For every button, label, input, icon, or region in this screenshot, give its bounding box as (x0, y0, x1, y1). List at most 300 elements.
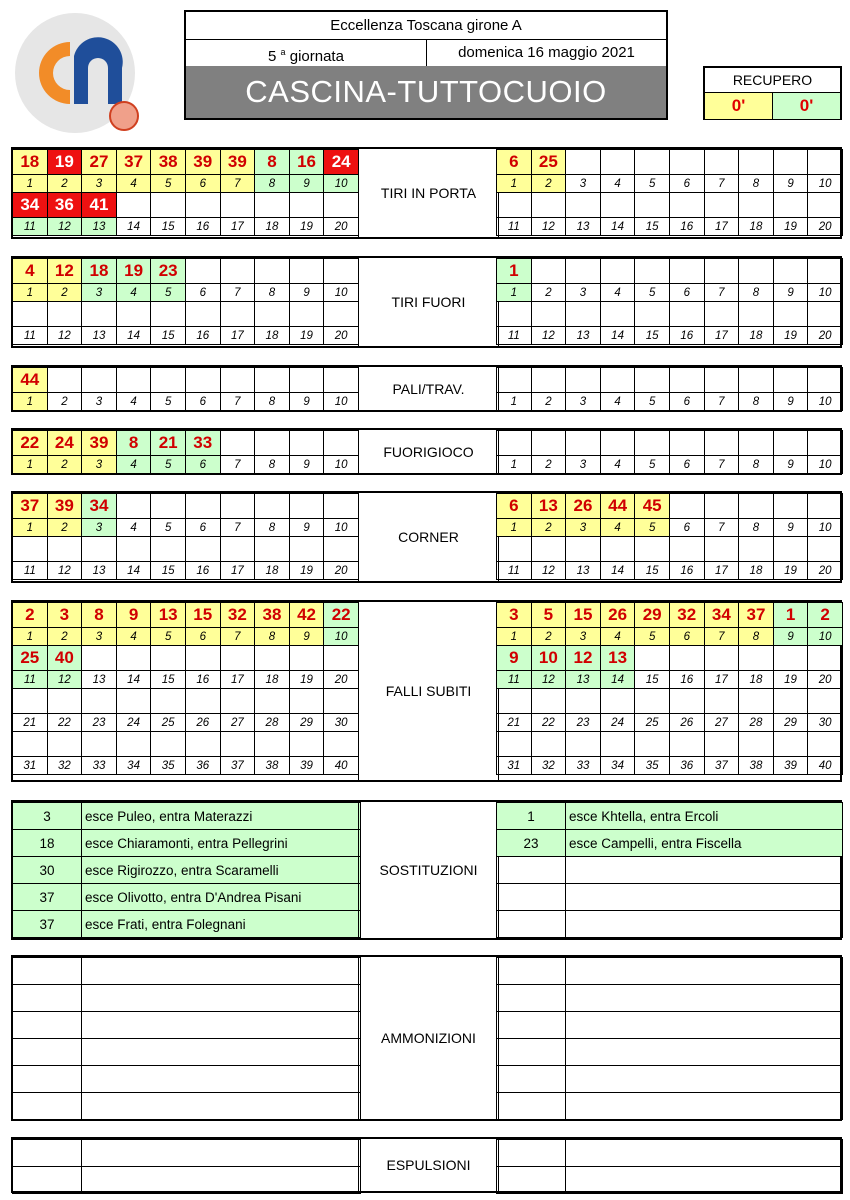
description-cell: esce Chiaramonti, entra Pellegrini (82, 830, 361, 857)
description-cell (566, 1167, 843, 1194)
slot-number-cell: 8 (739, 284, 774, 302)
minute-cell (497, 1012, 566, 1039)
slot-number-cell: 4 (116, 519, 151, 537)
slot-number-cell: 11 (13, 327, 48, 345)
minute-value-cell: 9 (497, 646, 532, 671)
slot-number-cell: 4 (116, 175, 151, 193)
fuorigioco-away-grid (496, 430, 843, 474)
slot-number-cell: 15 (635, 562, 670, 580)
slot-number-cell: 17 (704, 562, 739, 580)
slot-number-cell: 18 (255, 562, 290, 580)
minute-value-cell (185, 302, 220, 327)
slot-number-cell: 12 (47, 327, 82, 345)
minute-value-cell (324, 494, 359, 519)
minute-value-cell (739, 537, 774, 562)
slot-number-cell: 15 (635, 671, 670, 689)
slot-number-cell: 2 (47, 628, 82, 646)
minute-value-cell (220, 368, 255, 393)
minute-value-cell (82, 689, 117, 714)
table-row (497, 857, 843, 884)
slot-number-cell: 2 (531, 456, 566, 474)
slot-number-cell: 20 (808, 218, 843, 236)
minute-cell (13, 1093, 82, 1120)
minute-value-cell (669, 689, 704, 714)
slot-number-cell: 7 (704, 284, 739, 302)
minute-value-cell (773, 259, 808, 284)
minute-value-cell (704, 494, 739, 519)
minute-value-cell (289, 259, 324, 284)
minute-value-cell: 19 (47, 150, 82, 175)
slot-number-cell: 11 (497, 671, 532, 689)
minute-cell (13, 985, 82, 1012)
slot-number-cell: 16 (185, 218, 220, 236)
table-row (13, 1093, 361, 1120)
slot-number-cell: 28 (255, 714, 290, 732)
slot-number-cell: 20 (808, 562, 843, 580)
slot-number-cell: 5 (151, 628, 186, 646)
minute-value-cell: 5 (531, 603, 566, 628)
minute-value-cell (531, 732, 566, 757)
minute-value-cell (324, 732, 359, 757)
slot-number-cell: 13 (566, 327, 601, 345)
minute-value-cell (566, 368, 601, 393)
minute-value-cell (635, 302, 670, 327)
minute-value-cell (82, 302, 117, 327)
minute-value-cell (808, 646, 843, 671)
slot-number-cell: 17 (704, 671, 739, 689)
minute-value-cell (773, 368, 808, 393)
slot-number-cell: 11 (497, 327, 532, 345)
slot-number-cell: 13 (82, 562, 117, 580)
fuorigioco-label: FUORIGIOCO (358, 430, 499, 473)
minute-value-cell: 38 (151, 150, 186, 175)
minute-value-cell: 13 (600, 646, 635, 671)
slot-number-cell: 8 (739, 456, 774, 474)
table-row (13, 911, 361, 938)
minute-value-cell (600, 368, 635, 393)
slot-number-cell: 7 (220, 519, 255, 537)
slot-number-cell: 1 (13, 456, 48, 474)
pali-trav-home-grid (12, 367, 359, 411)
minute-value-cell (808, 431, 843, 456)
slot-number-cell: 17 (704, 327, 739, 345)
minute-value-cell (808, 537, 843, 562)
slot-number-cell: 12 (531, 218, 566, 236)
description-cell (566, 911, 843, 938)
sostituzioni-home-table (12, 802, 361, 938)
minute-value-cell: 8 (116, 431, 151, 456)
minute-value-cell (220, 193, 255, 218)
description-cell (82, 1140, 361, 1167)
pali-trav-section (11, 365, 842, 412)
minute-value-cell: 24 (47, 431, 82, 456)
minute-value-cell (289, 193, 324, 218)
slot-number-cell: 5 (635, 456, 670, 474)
slot-number-cell: 2 (47, 284, 82, 302)
minute-value-cell (704, 150, 739, 175)
slot-number-cell: 20 (808, 671, 843, 689)
minute-value-cell (116, 732, 151, 757)
minute-value-cell (635, 537, 670, 562)
description-cell (566, 884, 843, 911)
slot-number-cell: 4 (116, 284, 151, 302)
corner-away-grid (496, 493, 843, 580)
minute-value-cell (82, 368, 117, 393)
minute-value-cell (13, 732, 48, 757)
tiri-fuori-label: TIRI FUORI (358, 258, 499, 346)
minute-cell (497, 1039, 566, 1066)
slot-number-cell: 37 (220, 757, 255, 775)
slot-number-cell: 9 (773, 456, 808, 474)
minute-value-cell (47, 537, 82, 562)
slot-number-cell: 34 (116, 757, 151, 775)
minute-value-cell (704, 368, 739, 393)
slot-number-cell: 8 (255, 519, 290, 537)
slot-number-cell: 2 (531, 628, 566, 646)
minute-value-cell: 39 (47, 494, 82, 519)
minute-value-cell (704, 302, 739, 327)
minute-value-cell (808, 150, 843, 175)
slot-number-cell: 8 (739, 393, 774, 411)
minute-value-cell (669, 150, 704, 175)
minute-value-cell (739, 150, 774, 175)
minute-value-cell (669, 259, 704, 284)
slot-number-cell: 4 (116, 393, 151, 411)
slot-number-cell: 13 (566, 562, 601, 580)
slot-number-cell: 15 (635, 218, 670, 236)
slot-number-cell: 35 (635, 757, 670, 775)
minute-cell (497, 1066, 566, 1093)
minute-value-cell: 15 (185, 603, 220, 628)
recupero-first-half: 0' (705, 93, 773, 119)
slot-number-cell: 4 (600, 456, 635, 474)
slot-number-cell: 13 (82, 327, 117, 345)
minute-value-cell (635, 732, 670, 757)
slot-number-cell: 16 (185, 671, 220, 689)
slot-number-cell: 4 (116, 628, 151, 646)
minute-value-cell (47, 302, 82, 327)
minute-value-cell (289, 431, 324, 456)
corner-section (11, 491, 842, 583)
slot-number-cell: 14 (116, 671, 151, 689)
slot-number-cell: 20 (324, 327, 359, 345)
minute-value-cell (220, 646, 255, 671)
minute-cell (497, 857, 566, 884)
minute-value-cell: 8 (82, 603, 117, 628)
minute-value-cell (739, 368, 774, 393)
minute-value-cell (151, 193, 186, 218)
minute-value-cell (185, 537, 220, 562)
match-header (184, 10, 668, 120)
description-cell (82, 1093, 361, 1120)
table-row (497, 1140, 843, 1167)
table-row (13, 857, 361, 884)
slot-number-cell: 9 (773, 519, 808, 537)
espulsioni-away-table (496, 1139, 843, 1194)
ammonizioni-away-table (496, 957, 843, 1120)
slot-number-cell: 37 (704, 757, 739, 775)
minute-value-cell (808, 732, 843, 757)
slot-number-cell: 3 (82, 628, 117, 646)
slot-number-cell: 15 (151, 562, 186, 580)
slot-number-cell: 1 (497, 175, 532, 193)
minute-value-cell (220, 259, 255, 284)
minute-value-cell (289, 646, 324, 671)
slot-number-cell: 7 (704, 393, 739, 411)
slot-number-cell: 38 (739, 757, 774, 775)
slot-number-cell: 13 (82, 671, 117, 689)
minute-cell: 30 (13, 857, 82, 884)
minute-value-cell: 27 (82, 150, 117, 175)
round-label (186, 39, 427, 66)
table-row (497, 1012, 843, 1039)
minute-value-cell: 39 (220, 150, 255, 175)
slot-number-cell: 31 (497, 757, 532, 775)
minute-value-cell (255, 193, 290, 218)
fuorigioco-section (11, 428, 842, 475)
minute-value-cell: 34 (704, 603, 739, 628)
falli-subiti-away-grid (496, 602, 843, 775)
slot-number-cell: 12 (47, 562, 82, 580)
slot-number-cell: 18 (255, 218, 290, 236)
table-row (13, 1039, 361, 1066)
minute-value-cell (808, 259, 843, 284)
slot-number-cell: 9 (289, 456, 324, 474)
slot-number-cell: 14 (116, 562, 151, 580)
slot-number-cell: 33 (566, 757, 601, 775)
table-row (13, 958, 361, 985)
minute-value-cell (13, 537, 48, 562)
description-cell (82, 1012, 361, 1039)
slot-number-cell: 10 (324, 175, 359, 193)
slot-number-cell: 14 (600, 671, 635, 689)
slot-number-cell: 5 (635, 175, 670, 193)
table-row (497, 1167, 843, 1194)
recupero-box (703, 66, 842, 120)
minute-value-cell (704, 259, 739, 284)
slot-number-cell: 32 (47, 757, 82, 775)
ammonizioni-section (11, 955, 842, 1121)
minute-value-cell (669, 193, 704, 218)
tiri-fuori-home-grid (12, 258, 359, 345)
match-date: domenica 16 maggio 2021 (458, 44, 635, 61)
minute-value-cell: 32 (669, 603, 704, 628)
minute-value-cell: 8 (255, 150, 290, 175)
minute-value-cell (704, 193, 739, 218)
slot-number-cell: 19 (289, 218, 324, 236)
slot-number-cell: 16 (669, 327, 704, 345)
minute-value-cell (185, 732, 220, 757)
minute-value-cell (255, 689, 290, 714)
minute-value-cell (151, 646, 186, 671)
minute-value-cell (185, 193, 220, 218)
slot-number-cell: 15 (635, 327, 670, 345)
slot-number-cell: 5 (635, 284, 670, 302)
slot-number-cell: 7 (220, 175, 255, 193)
slot-number-cell: 7 (704, 628, 739, 646)
minute-value-cell (566, 259, 601, 284)
tiri-fuori-section (11, 256, 842, 348)
minute-value-cell: 3 (47, 603, 82, 628)
minute-value-cell (116, 689, 151, 714)
minute-value-cell (82, 732, 117, 757)
minute-value-cell (635, 646, 670, 671)
minute-value-cell: 13 (531, 494, 566, 519)
slot-number-cell: 8 (739, 519, 774, 537)
slot-number-cell: 18 (739, 218, 774, 236)
minute-value-cell (151, 689, 186, 714)
slot-number-cell: 2 (531, 284, 566, 302)
minute-cell: 23 (497, 830, 566, 857)
minute-value-cell: 41 (82, 193, 117, 218)
slot-number-cell: 3 (566, 175, 601, 193)
slot-number-cell: 6 (669, 628, 704, 646)
slot-number-cell: 23 (82, 714, 117, 732)
slot-number-cell: 17 (220, 671, 255, 689)
slot-number-cell: 20 (324, 671, 359, 689)
minute-value-cell (255, 302, 290, 327)
falli-subiti-home-grid (12, 602, 359, 775)
slot-number-cell: 6 (185, 456, 220, 474)
minute-value-cell (773, 689, 808, 714)
minute-value-cell: 2 (808, 603, 843, 628)
description-cell (566, 1012, 843, 1039)
slot-number-cell: 40 (808, 757, 843, 775)
minute-value-cell: 12 (566, 646, 601, 671)
slot-number-cell: 27 (220, 714, 255, 732)
minute-value-cell (47, 368, 82, 393)
minute-value-cell: 4 (13, 259, 48, 284)
minute-value-cell: 37 (116, 150, 151, 175)
slot-number-cell: 8 (255, 393, 290, 411)
minute-value-cell: 22 (324, 603, 359, 628)
minute-value-cell: 29 (635, 603, 670, 628)
minute-value-cell (220, 302, 255, 327)
slot-number-cell: 14 (600, 218, 635, 236)
slot-number-cell: 7 (220, 456, 255, 474)
slot-number-cell: 2 (47, 519, 82, 537)
slot-number-cell: 2 (47, 456, 82, 474)
minute-value-cell (669, 494, 704, 519)
falli-subiti-label: FALLI SUBITI (358, 602, 499, 780)
minute-cell (13, 1167, 82, 1194)
slot-number-cell: 6 (185, 175, 220, 193)
slot-number-cell: 10 (324, 519, 359, 537)
slot-number-cell: 22 (47, 714, 82, 732)
slot-number-cell: 6 (185, 284, 220, 302)
slot-number-cell: 7 (220, 393, 255, 411)
slot-number-cell: 9 (289, 628, 324, 646)
minute-value-cell (220, 537, 255, 562)
slot-number-cell: 33 (82, 757, 117, 775)
tiri-in-porta-label: TIRI IN PORTA (358, 149, 499, 237)
slot-number-cell: 7 (220, 284, 255, 302)
slot-number-cell: 26 (669, 714, 704, 732)
slot-number-cell: 19 (289, 562, 324, 580)
round-sup: a (280, 47, 286, 57)
description-cell (82, 958, 361, 985)
description-cell (566, 1039, 843, 1066)
table-row (13, 985, 361, 1012)
slot-number-cell: 1 (13, 519, 48, 537)
minute-value-cell (289, 302, 324, 327)
slot-number-cell: 27 (704, 714, 739, 732)
slot-number-cell: 29 (289, 714, 324, 732)
slot-number-cell: 11 (13, 562, 48, 580)
slot-number-cell: 9 (289, 519, 324, 537)
slot-number-cell: 19 (773, 218, 808, 236)
minute-value-cell: 37 (13, 494, 48, 519)
minute-value-cell (704, 537, 739, 562)
table-row (497, 985, 843, 1012)
table-row (13, 803, 361, 830)
slot-number-cell: 11 (13, 218, 48, 236)
minute-value-cell (531, 193, 566, 218)
minute-cell (497, 884, 566, 911)
minute-value-cell (531, 302, 566, 327)
espulsioni-label: ESPULSIONI (358, 1139, 499, 1191)
table-row (497, 884, 843, 911)
slot-number-cell: 31 (13, 757, 48, 775)
minute-value-cell (116, 368, 151, 393)
description-cell: esce Campelli, entra Fiscella (566, 830, 843, 857)
minute-value-cell: 1 (773, 603, 808, 628)
minute-cell (497, 985, 566, 1012)
minute-value-cell (151, 537, 186, 562)
minute-value-cell: 45 (635, 494, 670, 519)
fuorigioco-home-grid (12, 430, 359, 474)
minute-cell: 1 (497, 803, 566, 830)
minute-value-cell (566, 732, 601, 757)
minute-value-cell (255, 537, 290, 562)
minute-value-cell (531, 537, 566, 562)
minute-value-cell (773, 646, 808, 671)
minute-value-cell (669, 732, 704, 757)
minute-cell (497, 1167, 566, 1194)
minute-value-cell (255, 494, 290, 519)
minute-value-cell (116, 302, 151, 327)
slot-number-cell: 19 (289, 671, 324, 689)
minute-value-cell: 18 (82, 259, 117, 284)
slot-number-cell: 40 (324, 757, 359, 775)
minute-value-cell (289, 689, 324, 714)
minute-value-cell: 6 (497, 150, 532, 175)
minute-value-cell (773, 494, 808, 519)
falli-subiti-section (11, 600, 842, 782)
minute-cell (497, 1140, 566, 1167)
description-cell: esce Frati, entra Folegnani (82, 911, 361, 938)
slot-number-cell: 6 (185, 628, 220, 646)
slot-number-cell: 30 (808, 714, 843, 732)
slot-number-cell: 6 (669, 393, 704, 411)
minute-value-cell (566, 150, 601, 175)
slot-number-cell: 25 (151, 714, 186, 732)
minute-value-cell (704, 646, 739, 671)
minute-value-cell (566, 193, 601, 218)
tiri-in-porta-away-grid (496, 149, 843, 236)
minute-value-cell (704, 431, 739, 456)
minute-value-cell (600, 193, 635, 218)
slot-number-cell: 3 (82, 284, 117, 302)
minute-value-cell: 37 (739, 603, 774, 628)
slot-number-cell: 32 (531, 757, 566, 775)
slot-number-cell: 14 (116, 218, 151, 236)
minute-value-cell (739, 193, 774, 218)
slot-number-cell: 9 (773, 284, 808, 302)
minute-value-cell: 40 (47, 646, 82, 671)
minute-value-cell (47, 732, 82, 757)
minute-value-cell (255, 646, 290, 671)
